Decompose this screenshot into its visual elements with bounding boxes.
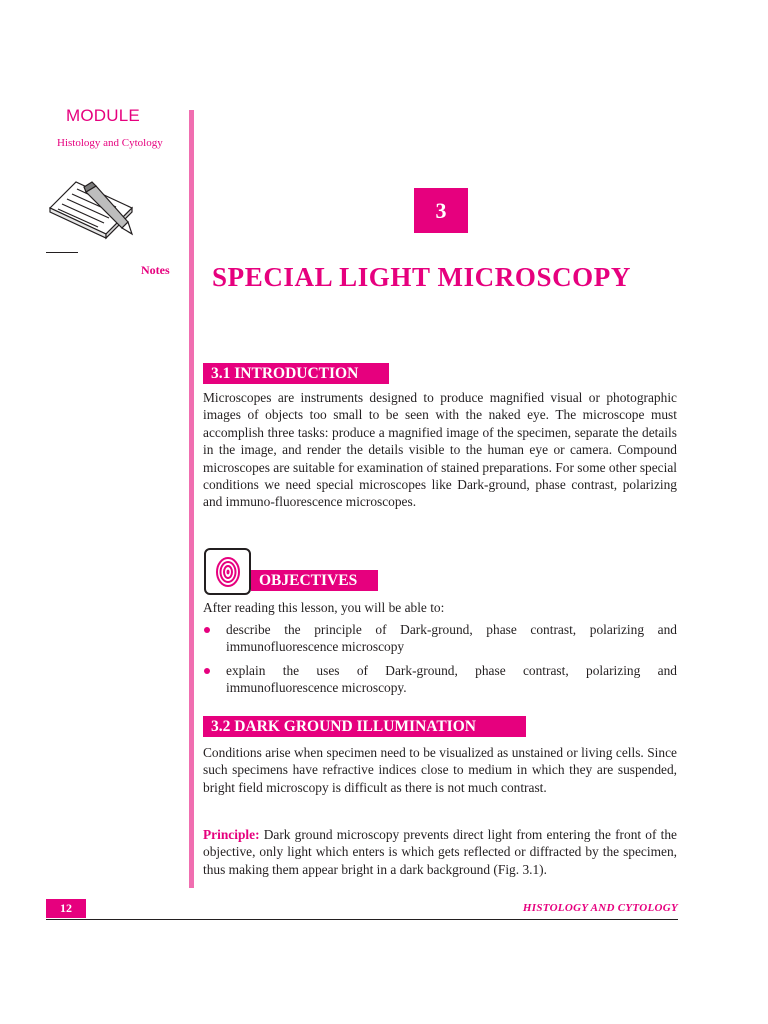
target-icon xyxy=(204,548,251,595)
section-heading-dark-ground: 3.2 DARK GROUND ILLUMINATION xyxy=(203,716,526,737)
dark-ground-paragraph: Conditions arise when specimen need to be visualized as unstained or living cells. Since such specimens have refractive indices close to medium in which they are suspended, bright field microscopy is difficult as there is not much contrast. xyxy=(203,745,677,795)
chapter-number-badge: 3 xyxy=(414,188,468,233)
chapter-title: SPECIAL LIGHT MICROSCOPY xyxy=(212,262,631,292)
bullet-marker xyxy=(204,627,210,633)
objective-item: describe the principle of Dark-ground, phase contrast, polarizing and immunofluorescence microscopy xyxy=(226,622,677,655)
principle-label: Principle: xyxy=(203,827,260,842)
notes-divider xyxy=(46,252,78,253)
running-title: HISTOLOGY AND CYTOLOGY xyxy=(522,902,678,914)
notes-label: Notes xyxy=(141,263,170,277)
section-heading-introduction: 3.1 INTRODUCTION xyxy=(203,363,389,384)
objectives-lead: After reading this lesson, you will be able to: xyxy=(203,600,445,615)
section-heading-objectives: OBJECTIVES xyxy=(251,570,378,591)
footer-rule xyxy=(46,919,678,920)
sidebar-divider-bar xyxy=(189,110,194,888)
introduction-paragraph: Microscopes are instruments designed to produce magnified visual or photographic images of objects too small to be seen with the naked eye. The microscope must accomplish three tasks: produce a magnified image of the specimen, separate the details in the image, and render the details visible to the human eye or camera. Compound microscopes are suitable for examination of stained preparations. For some other special conditions we need special microscopes like Dark-ground, phase contrast, polarizing and immuno-fluorescence microscopes. xyxy=(203,390,677,510)
principle-paragraph xyxy=(203,826,677,878)
page-number: 12 xyxy=(46,899,86,918)
notepad-pencil-icon xyxy=(46,178,138,255)
objective-item: explain the uses of Dark-ground, phase contrast, polarizing and immunofluorescence microscopy. xyxy=(226,663,677,696)
module-label: MODULE xyxy=(66,106,140,125)
principle-text: Dark ground microscopy prevents direct light from entering the front of the objective, only light which enters is which gets reflected or diffracted by the specimen, thus making them appear bright in a dark background (Fig. 3.1). xyxy=(203,827,677,877)
bullet-marker xyxy=(204,668,210,674)
module-subtitle: Histology and Cytology xyxy=(57,137,163,149)
